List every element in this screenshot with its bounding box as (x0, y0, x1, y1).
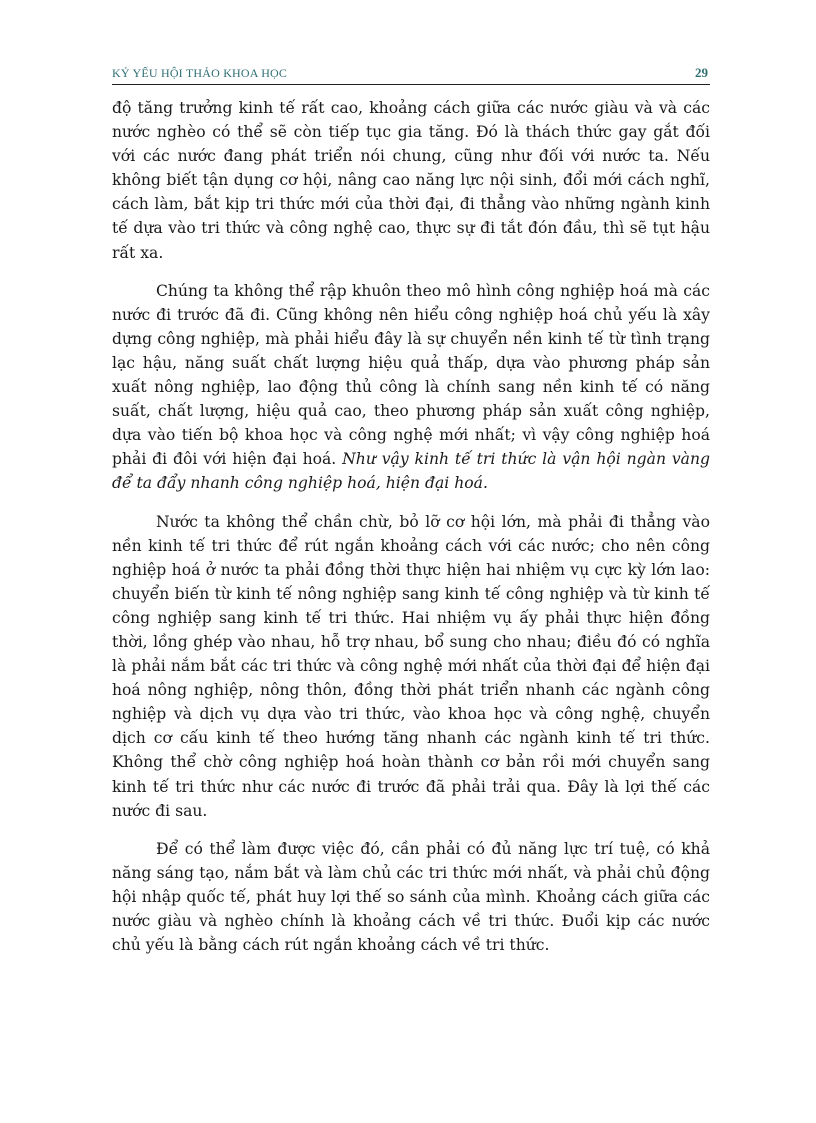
paragraph-1 (112, 96, 710, 265)
running-header (112, 62, 710, 85)
paragraph-4 (112, 837, 710, 957)
paragraph-2-text: Chúng ta không thể rập khuôn theo mô hình công nghiệp hoá mà các nước đi trước đã đi. Cũng không nên hiểu công nghiệp hoá chủ yếu là xây dựng công nghiệp, mà phải hiểu đây là sự chuyển nền kinh tế từ tình trạng lạc hậu, năng suất chất lượng hiệu quả thấp, dựa vào phương pháp sản xuất nông nghiệp, lao động thủ công là chính sang nền kinh tế có năng suất, chất lượng, hiệu quả cao, theo phương pháp sản xuất công nghiệp, dựa vào tiến bộ khoa học và công nghệ mới nhất; vì vậy công nghiệp hoá phải đi đôi với hiện đại hoá. (112, 281, 710, 469)
paragraph-2 (112, 279, 710, 496)
page-number: 29 (695, 65, 708, 80)
paragraph-1-text: độ tăng trưởng kinh tế rất cao, khoảng cách giữa các nước giàu và và các nước nghèo có thể sẽ còn tiếp tục gia tăng. Đó là thách thức gay gắt đối với các nước đang phát triển nói chung, cũng như đối với nước ta. Nếu không biết tận dụng cơ hội, nâng cao năng lực nội sinh, đổi mới cách nghĩ, cách làm, bắt kịp tri thức mới của thời đại, đi thẳng vào những ngành kinh tế dựa vào tri thức và công nghệ cao, thực sự đi tắt đón đầu, thì sẽ tụt hậu rất xa. (112, 99, 710, 262)
paragraph-2-italic-text: Như vậy kinh tế tri thức là vận hội ngàn vàng để ta đẩy nhanh công nghiệp hoá, hiện đại hoá. (112, 450, 710, 493)
paragraph-4-text: Để có thể làm được việc đó, cần phải có đủ năng lực trí tuệ, có khả năng sáng tạo, nắm bắt và làm chủ các tri thức mới nhất, và phải chủ động hội nhập quốc tế, phát huy lợi thế so sánh của mình. Khoảng cách giữa các nước giàu và nghèo chính là khoảng cách về tri thức. Đuổi kịp các nước chủ yếu là bằng cách rút ngắn khoảng cách về tri thức. (112, 839, 710, 955)
paragraph-3-text: Nước ta không thể chần chừ, bỏ lỡ cơ hội lớn, mà phải đi thẳng vào nền kinh tế tri thức để rút ngắn khoảng cách với các nước; cho nên công nghiệp hoá ở nước ta phải đồng thời thực hiện hai nhiệm vụ cực kỳ lớn lao: chuyển biến từ kinh tế nông nghiệp sang kinh tế công nghiệp và từ kinh tế công nghiệp sang kinh tế tri thức. Hai nhiệm vụ ấy phải thực hiện đồng thời, lồng ghép vào nhau, hỗ trợ nhau, bổ sung cho nhau; điều đó có nghĩa là phải nắm bắt các tri thức và công nghệ mới nhất của thời đại để hiện đại hoá nông nghiệp, nông thôn, đồng thời phát triển nhanh các ngành công nghiệp và dịch vụ dựa vào tri thức, vào khoa học và công nghệ, chuyển dịch cơ cấu kinh tế theo hướng tăng nhanh các ngành kinh tế tri thức. Không thể chờ công nghiệp hoá hoàn thành cơ bản rồi mới chuyển sang kinh tế tri thức như các nước đi trước đã phải trải qua. Đây là lợi thế các nước đi sau. (112, 512, 710, 820)
paragraph-3 (112, 510, 710, 823)
body-text (112, 96, 710, 971)
header-title: KỶ YẾU HỘI THẢO KHOA HỌC (112, 66, 288, 80)
